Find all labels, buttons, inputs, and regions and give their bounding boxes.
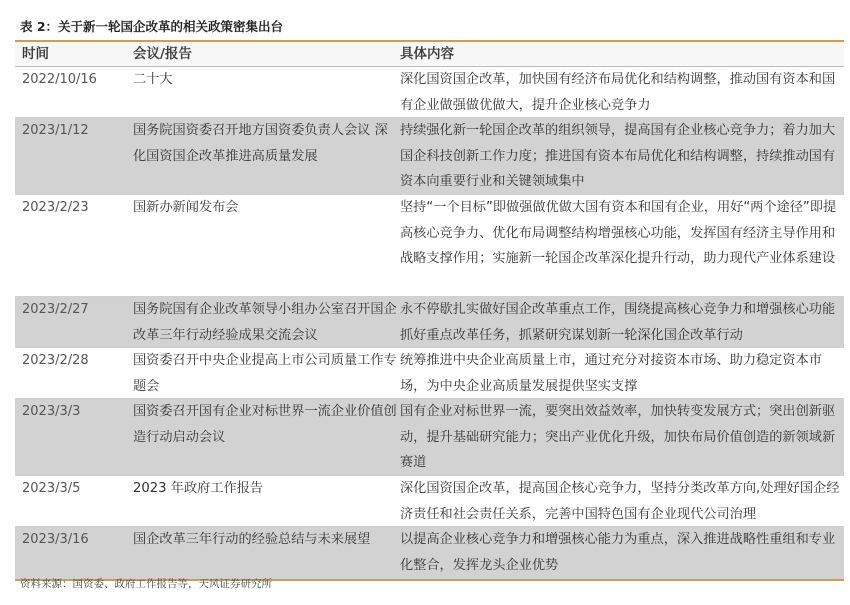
row-meeting: 国资委召开中央企业提高上市公司质量工作专题会 [133,353,397,394]
policy-table [15,40,844,581]
row-content: 持续强化新一轮国企改革的组织领导，提高国有企业核心竞争力；着力加大国企科技创新工作力度；推进国有资本布局优化和结构调整，持续推动国有资本向重要行业和关键领域集中 [400,123,836,189]
row-date: 2023/2/27 [22,302,89,317]
row-date: 2023/3/3 [22,404,81,419]
row-content: 深化国资国企改革，提高国企核心竞争力，坚持分类改革方向,处理好国企经济责任和社会责任关系，完善中国特色国有企业现代公司治理 [400,481,840,522]
row-date: 2023/2/28 [22,353,89,368]
row-date: 2023/2/23 [22,200,89,215]
source-note: 资料来源：国资委、政府工作报告等，天风证券研究所 [20,578,272,590]
header-content: 具体内容 [400,46,454,62]
row-content: 深化国资国企改革，加快国有经济布局优化和结构调整，推动国有资本和国有企业做强做优做大，提升企业核心竞争力 [400,72,836,113]
table-row [15,399,844,476]
row-date: 2023/3/5 [22,481,81,496]
row-meeting: 国务院国有企业改革领导小组办公室召开国企改革三年行动经验成果交流会议 [133,302,397,343]
row-meeting: 国企改革三年行动的经验总结与未来展望 [133,532,371,547]
row-content: 坚持“一个目标”即做强做优做大国有资本和国有企业，用好“两个途径”即提高核心竞争力、优化布局调整结构增强核心功能，发挥国有经济主导作用和战略支撑作用；实施新一轮国企改革深化提升行动，助力现代产业体系建设 [400,200,837,266]
header-meeting: 会议/报告 [133,46,192,62]
row-date: 2023/3/16 [22,532,89,547]
table-row [15,527,844,579]
header-date: 时间 [22,46,49,62]
table-row [15,476,844,527]
table-row [15,118,844,195]
table-row [15,67,844,118]
row-content: 永不停歇扎实做好国企改革重点工作，围绕提高核心竞争力和增强核心功能抓好重点改革任务，抓紧研究谋划新一轮深化国企改革行动 [400,302,836,343]
table-row [15,297,844,348]
row-meeting: 国资委召开国有企业对标世界一流企业价值创造行动启动会议 [133,404,397,445]
row-meeting: 国新办新闻发布会 [133,200,239,215]
row-meeting: 国务院国资委召开地方国资委负责人会议 深化国资国企改革推进高质量发展 [133,123,388,164]
row-date: 2022/10/16 [22,72,97,87]
row-content: 统筹推进中央企业高质量上市，通过充分对接资本市场、助力稳定资本市场，为中央企业高质量发展提供坚实支撑 [400,353,822,394]
row-date: 2023/1/12 [22,123,89,138]
row-content: 以提高企业核心竞争力和增强核心能力为重点，深入推进战略性重组和专业化整合，发挥龙头企业优势 [400,532,836,573]
row-meeting: 二十大 [133,72,173,87]
row-content: 国有企业对标世界一流，要突出效益效率，加快转变发展方式；突出创新驱动，提升基础研究能力；突出产业优化升级，加快布局价值创造的新领域新赛道 [400,404,836,470]
table-caption: 表 2：关于新一轮国企改革的相关政策密集出台 [20,19,284,34]
table-row [15,348,844,399]
table-row [15,195,844,297]
table-header [15,42,844,67]
row-meeting: 2023 年政府工作报告 [133,481,264,496]
